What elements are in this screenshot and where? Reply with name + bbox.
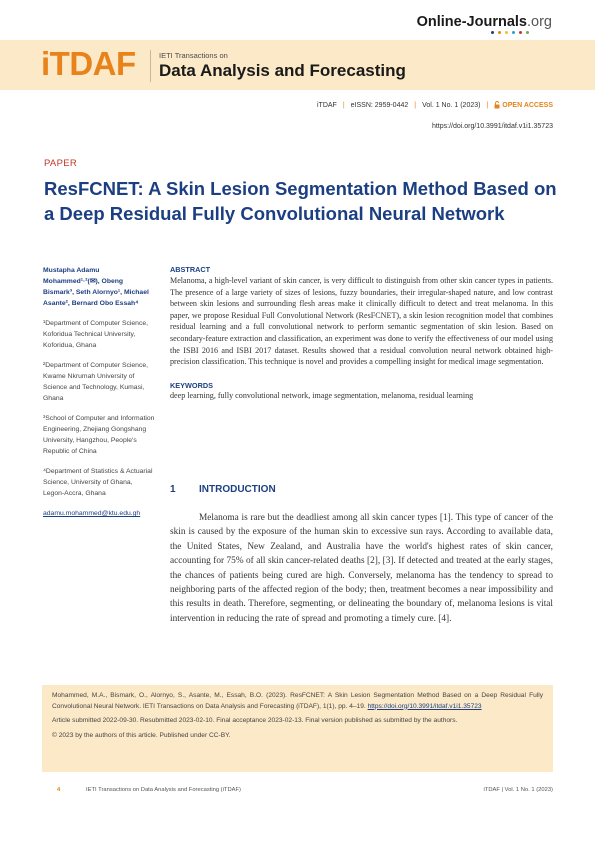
open-access-lock-icon xyxy=(494,101,500,109)
brand-dot xyxy=(505,31,508,34)
author-list: Mustapha Adamu Mohammed¹·²(✉), Obeng Bismark³, Seth Alornyo¹, Michael Asante², Bernard Obo Essah⁴ xyxy=(43,267,149,307)
citation-text: Mohammed, M.A., Bismark, O., Alornyo, S., Asante, M., Essah, B.O. (2023). ResFCNET: A Skin Lesion Segmentation Method Based on a Deep Residual Fully Convolutional Neural Network. IETI Transactions on Data Analysis and Forecasting (iTDAF), 1(1), pp. 4–19. xyxy=(52,692,543,710)
journal-volume: Vol. 1 No. 1 (2023) xyxy=(422,101,481,109)
corresponding-email[interactable]: adamu.mohammed@ktu.edu.gh xyxy=(43,510,141,517)
publisher-name: Online-Journals xyxy=(416,14,527,30)
section-title: INTRODUCTION xyxy=(199,484,276,495)
journal-abbr: iTDAF xyxy=(316,101,337,109)
license-note: © 2023 by the authors of this article. Published under CC-BY. xyxy=(52,731,231,739)
keywords-text: deep learning, fully convolutional network, image segmentation, melanoma, residual learning xyxy=(170,390,474,400)
article-history: Article submitted 2022-09-30. Resubmitted 2023-02-10. Final acceptance 2023-02-13. Final version published as submitted by the authors. xyxy=(52,717,458,724)
brand-dot xyxy=(498,31,501,34)
brand-dot xyxy=(491,31,494,34)
affiliation: ³School of Computer and Information Engineering, Zhejiang Gongshang University, Hangzhou, People's Republic of China xyxy=(43,415,155,455)
doi-link[interactable]: https://doi.org/10.3991/itdaf.v1i1.35723 xyxy=(431,123,553,130)
footer-volume: iTDAF | Vol. 1 No. 1 (2023) xyxy=(483,787,553,793)
affiliation: ⁴Department of Statistics & Actuarial Science, University of Ghana, Legon-Accra, Ghana xyxy=(43,468,153,497)
footer-journal: IETI Transactions on Data Analysis and Forecasting (iTDAF) xyxy=(86,787,241,793)
citation-doi-link[interactable]: https://doi.org/10.3991/itdaf.v1i1.35723 xyxy=(367,702,482,710)
paper-type: PAPER xyxy=(44,158,78,169)
journal-eissn: eISSN: 2959-0442 xyxy=(350,101,409,109)
journal-meta-line xyxy=(317,101,553,109)
journal-series: IETI Transactions on xyxy=(159,51,228,60)
publisher-tld: .org xyxy=(527,14,552,30)
affiliation: ¹Department of Computer Science, Koforidua Technical University, Koforidua, Ghana xyxy=(43,320,149,349)
introduction-text: Melanoma is rare but the deadliest among all skin cancer types [1]. This type of cancer of the skin is caused by the exposure of the human skin to excessive sun rays. According to available data, the United States, New Zealand, and Australia have the world's highest rates of skin cancer, accounting for 75% of all skin cancer-related deaths [2], [3]. If detected and treated at the early stages, the chances of patients being cured are high. Conversely, melanoma has the tendency to spread to neighboring parts of the affected region of the body; then, treatment becomes a near impossibility and this results in death. Therefore, segmenting, or delineating the boundary of, melanoma lesions is vital intervention in reducing the rate of spread and promoting a timely cure. [4]. xyxy=(170,513,553,624)
section-heading xyxy=(170,484,276,495)
top-bar xyxy=(0,0,595,40)
logo-divider xyxy=(150,50,151,82)
author-sidebar xyxy=(43,265,155,519)
page-number: 4 xyxy=(57,787,61,793)
meta-separator: | xyxy=(342,101,345,109)
abstract-text: Melanoma, a high-level variant of skin cancer, is very difficult to distinguish from other skin cancer types in patients. The presence of a large variety of sizes of lesions, fuzzy boundaries, their irregular-shaped nature, and low contrast between skin lesions and surrounding flesh areas make it clinically difficult to detect and treat melanoma. In this paper, we propose Residual Full Convolutional Network (ResFCNET), a skin lesion recognition model that combines residual learning and a full convolutional network to perform semantic segmentation of skin lesion. Based on secondary-feature extraction and classification, an experiment was done to verify the effectiveness of our model using the ISBI 2016 and ISBI 2017 dataset. Results showed that a residual convolution neural network obtained high-precision classification. This technique is novel and provides a compelling insight for medical image segmentation. xyxy=(170,276,553,367)
abstract-section xyxy=(170,265,553,401)
meta-separator: | xyxy=(414,101,417,109)
open-access-badge xyxy=(494,101,553,109)
section-number: 1 xyxy=(170,484,176,495)
page-footer xyxy=(0,785,595,799)
affiliation: ²Department of Computer Science, Kwame Nkrumah University of Science and Technology, Kumasi, Ghana xyxy=(43,362,149,402)
open-access-label: OPEN ACCESS xyxy=(502,101,553,109)
brand-dot xyxy=(519,31,522,34)
paper-title: ResFCNET: A Skin Lesion Segmentation Method Based on a Deep Residual Fully Convolutional Neural Network xyxy=(44,178,557,224)
keywords-label: KEYWORDS xyxy=(170,380,213,390)
brand-dot xyxy=(512,31,515,34)
journal-logo: iTDAF xyxy=(41,45,136,82)
citation-box xyxy=(42,685,553,772)
brand-dots xyxy=(491,31,529,34)
meta-separator: | xyxy=(486,101,489,109)
abstract-label: ABSTRACT xyxy=(170,265,211,274)
brand-dot xyxy=(526,31,529,34)
journal-title: Data Analysis and Forecasting xyxy=(159,61,406,80)
publisher-brand[interactable] xyxy=(417,14,552,30)
